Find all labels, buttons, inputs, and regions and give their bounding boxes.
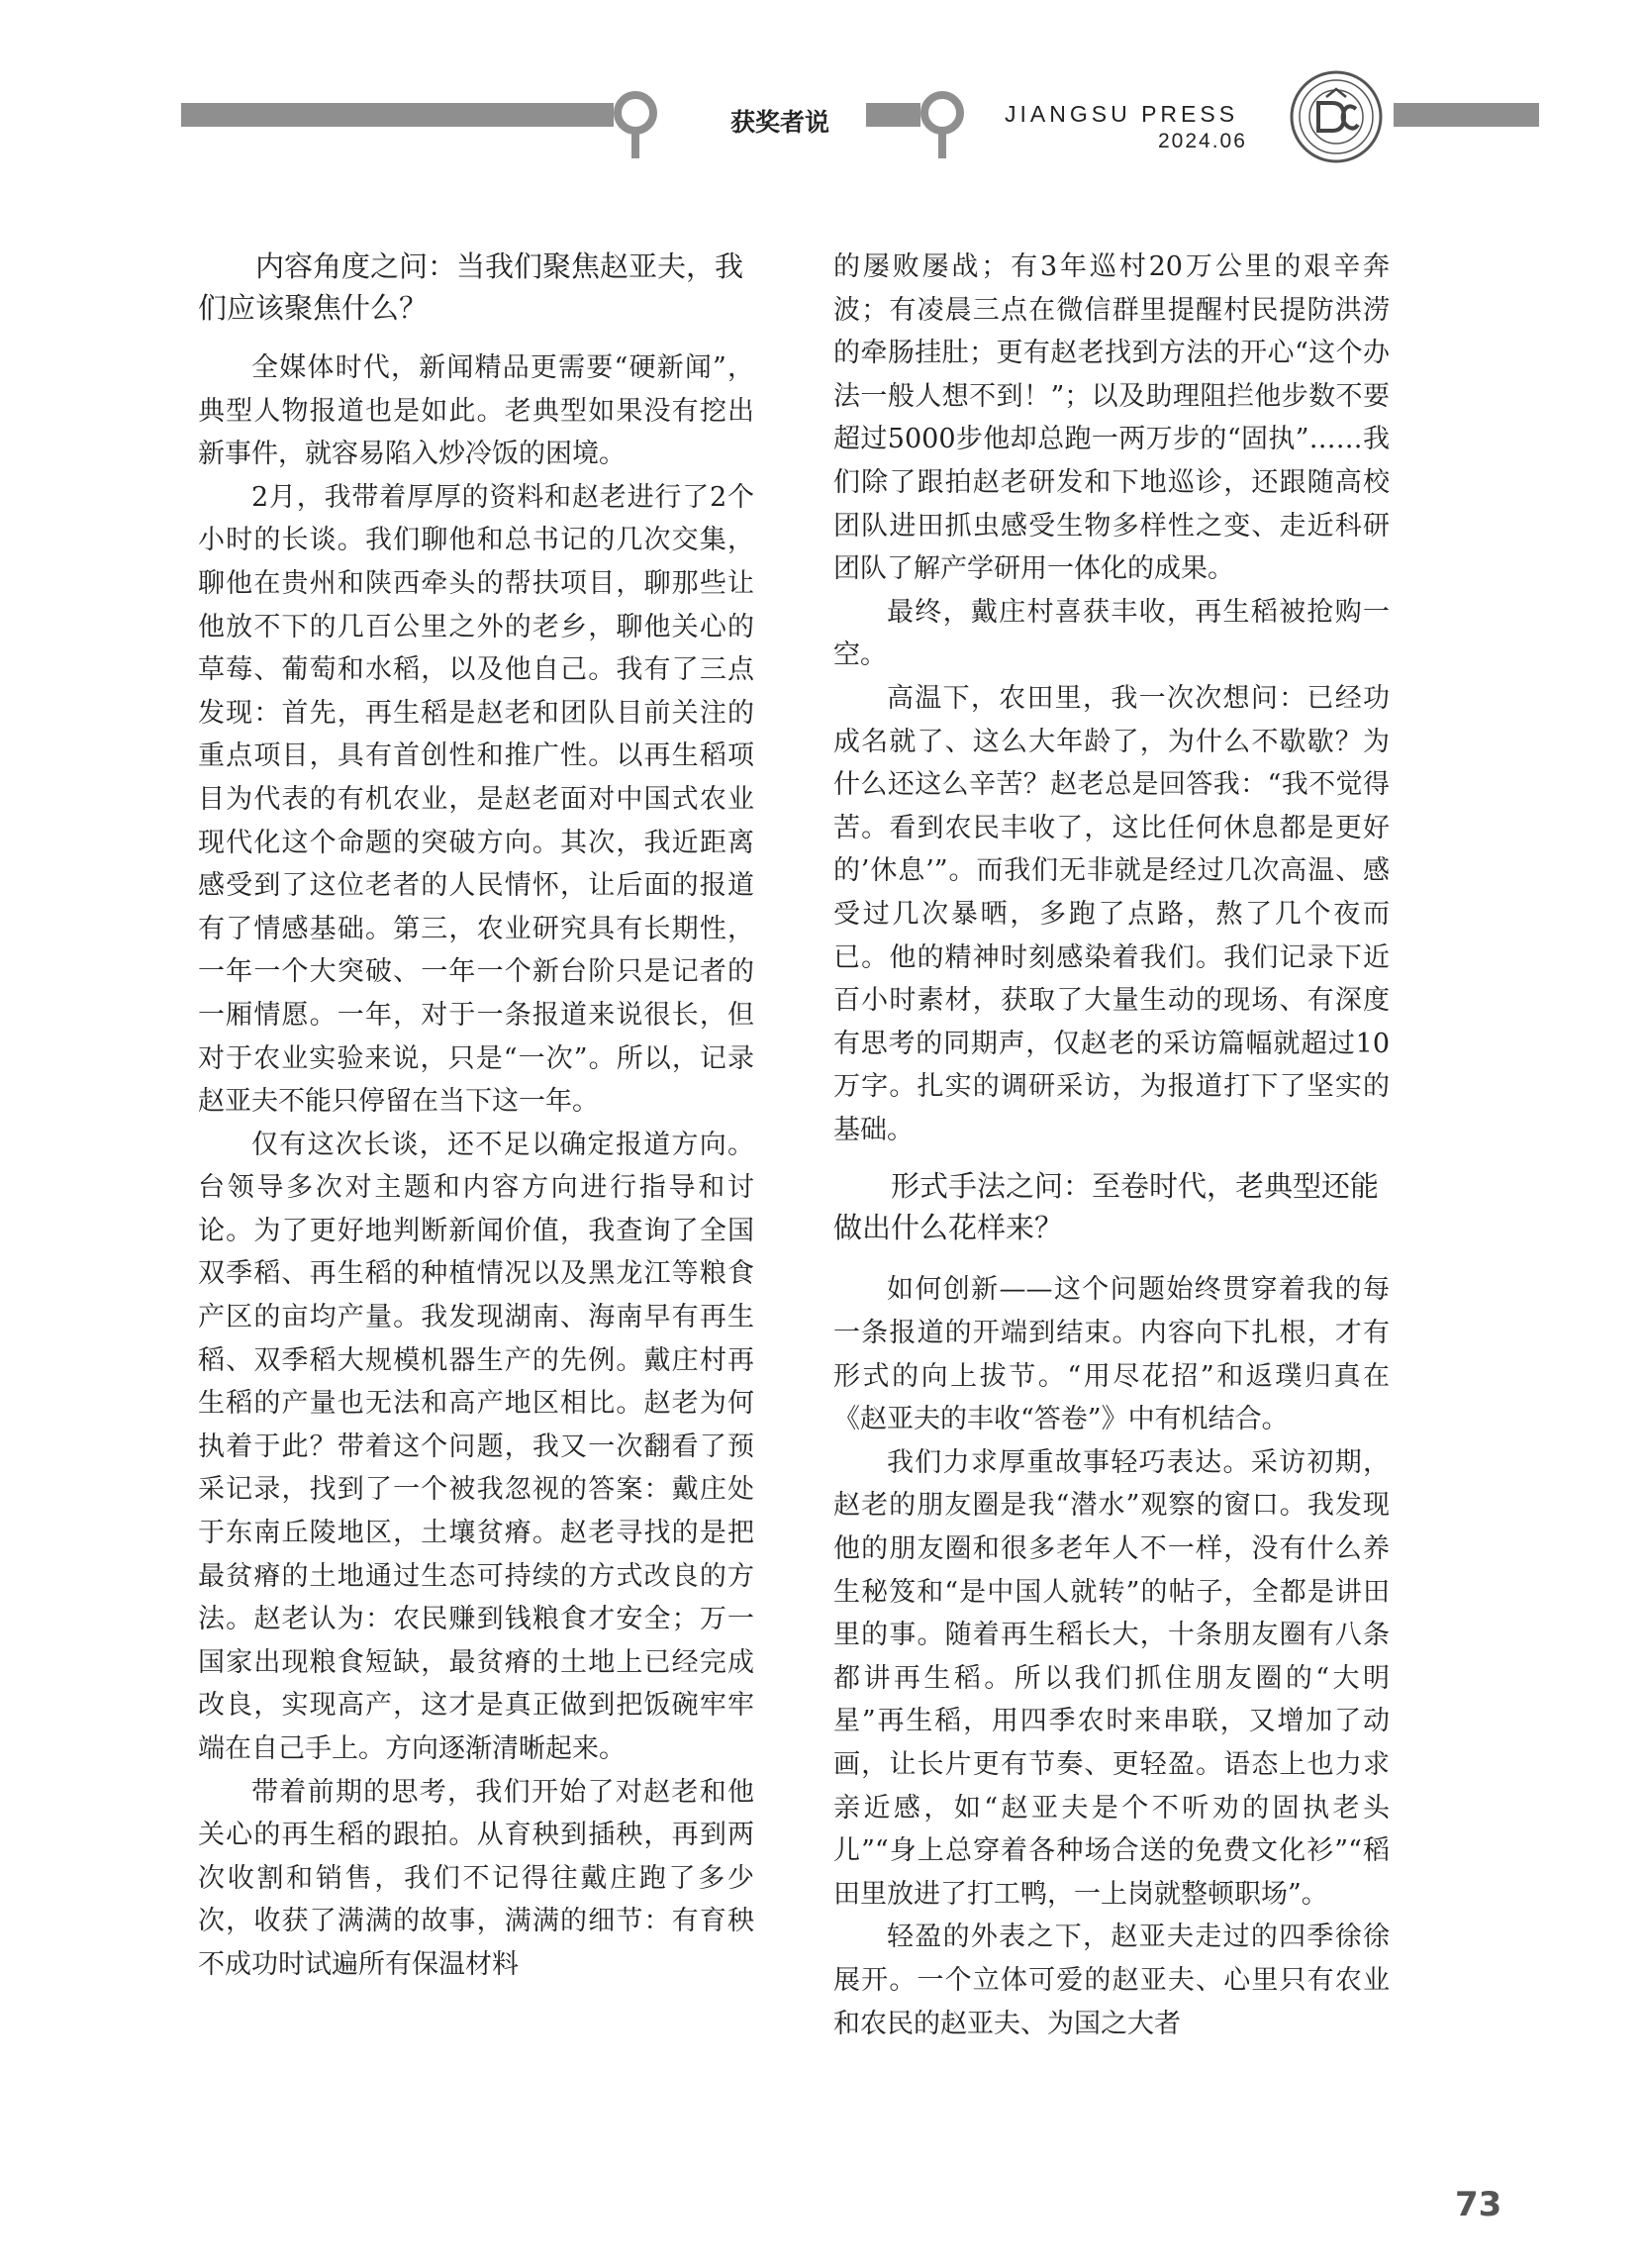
body-paragraph: 高温下，农田里，我一次次想问：已经功成名就了、这么大年龄了，为什么不歇歇？为什么还这么辛苦？赵老总是回答我：“我不觉得苦。看到农民丰收了，这比任何休息都是更好的’休息’”。而我们无非就是经过几次高温、感受过几次暴晒，多跑了点路，熬了几个夜而已。他的精神时刻感染着我们。我们记录下近百小时素材，获取了大量生动的现场、有深度有思考的同期声，仅赵老的采访篇幅就超过10万字。扎实的调研采访，为报道打下了坚实的基础。 (833, 682, 1390, 1145)
issue-date: 2024.06 (1158, 130, 1247, 152)
body-paragraph: 2月，我带着厚厚的资料和赵老进行了2个小时的长谈。我们聊他和总书记的几次交集，聊他在贵州和陕西牵头的帮扶项目，聊那些让他放不下的几百公里之外的老乡，聊他关心的草莓、葡萄和水稻，以及他自己。我有了三点发现：首先，再生稻是赵老和团队目前关注的重点项目，具有首创性和推广性。以再生稻项目为代表的有机农业，是赵老面对中国式农业现代化这个命题的突破方向。其次，我近距离感受到了这位老者的人民情怀，让后面的报道有了情感基础。第三，农业研究具有长期性，一年一个大突破、一年一个新台阶只是记者的一厢情愿。一年，对于一条报道来说很长，但对于农业实验来说，只是“一次”。所以，记录赵亚夫不能只停留在当下这一年。 (198, 481, 754, 1118)
body-paragraph: 我们力求厚重故事轻巧表达。采访初期，赵老的朋友圈是我“潜水”观察的窗口。我发现他的朋友圈和很多老年人不一样，没有什么养生秘笈和“是中国人就转”的帖子，全都是讲田里的事。随着再生稻长大，十条朋友圈有八条都讲再生稻。所以我们抓住朋友圈的“大明星”再生稻，用四季农时来串联，又增加了动画，让长片更有节奏、更轻盈。语态上也力求亲近感，如“赵亚夫是个不听劝的固执老头儿”“身上总穿着各种场合送的免费文化衫”“稻田里放进了打工鸭，一上岗就整顿职场”。 (833, 1446, 1390, 1910)
section-heading: 形式手法之问：至卷时代，老典型还能做出什么花样来？ (833, 1169, 1380, 1245)
jiangsu-press-seal-icon (1289, 69, 1384, 164)
map-pin-icon (919, 91, 966, 160)
body-paragraph: 的屡败屡战；有3年巡村20万公里的艰辛奔波；有凌晨三点在微信群里提醒村民提防洪涝的牵肠挂肚；更有赵老找到方法的开心“这个办法一般人想不到！”；以及助理阻拦他步数不要超过5000步他却总跑一两万步的“固执”……我们除了跟拍赵老研发和下地巡诊，还跟随高校团队进田抓虫感受生物多样性之变、走近科研团队了解产学研用一体化的成果。 (833, 251, 1390, 585)
page-number: 73 (1455, 2185, 1502, 2224)
body-paragraph: 最终，戴庄村喜获丰收，再生稻被抢购一空。 (833, 596, 1390, 671)
map-pin-icon (612, 91, 659, 160)
body-paragraph: 轻盈的外表之下，赵亚夫走过的四季徐徐展开。一个立体可爱的赵亚夫、心里只有农业和农民的赵亚夫、为国之大者 (833, 1922, 1390, 2039)
section-label: 获奖者说 (730, 108, 830, 137)
magazine-name: JIANGSU PRESS (1005, 101, 1239, 127)
body-paragraph: 全媒体时代，新闻精品更需要“硬新闻”，典型人物报道也是如此。老典型如果没有挖出新事件，就容易陷入炒冷饭的困境。 (198, 352, 754, 470)
right-column (833, 246, 1390, 2045)
body-paragraph: 仅有这次长谈，还不足以确定报道方向。台领导多次对主题和内容方向进行指导和讨论。为了更好地判断新闻价值，我查询了全国双季稻、再生稻的种植情况以及黑龙江等粮食产区的亩均产量。我发现湖南、海南早有再生稻、双季稻大规模机器生产的先例。戴庄村再生稻的产量也无法和高产地区相比。赵老为何执着于此？带着这个问题，我又一次翻看了预采记录，找到了一个被我忽视的答案：戴庄处于东南丘陵地区，土壤贫瘠。赵老寻找的是把最贫瘠的土地通过生态可持续的方式改良的方法。赵老认为：农民赚到钱粮食才安全；万一国家出现粮食短缺，最贫瘠的土地上已经完成改良，实现高产，这才是真正做到把饭碗牢牢端在自己手上。方向逐渐清晰起来。 (198, 1129, 754, 1764)
header-bar-middle (866, 103, 920, 127)
body-paragraph: 如何创新——这个问题始终贯穿着我的每一条报道的开端到结束。内容向下扎根，才有形式的向上拔节。“用尽花招”和返璞归真在《赵亚夫的丰收“答卷”》中有机结合。 (833, 1274, 1390, 1435)
body-paragraph: 带着前期的思考，我们开始了对赵老和他关心的再生稻的跟拍。从育秧到插秧，再到两次收割和销售，我们不记得往戴庄跑了多少次，收获了满满的故事，满满的细节：有育秧不成功时试遍所有保温材料 (198, 1776, 754, 1980)
header-bar-left (181, 103, 614, 127)
header-bar-right (1394, 103, 1539, 127)
left-column (198, 246, 754, 1987)
section-heading: 内容角度之问：当我们聚焦赵亚夫，我们应该聚焦什么？ (198, 249, 744, 325)
